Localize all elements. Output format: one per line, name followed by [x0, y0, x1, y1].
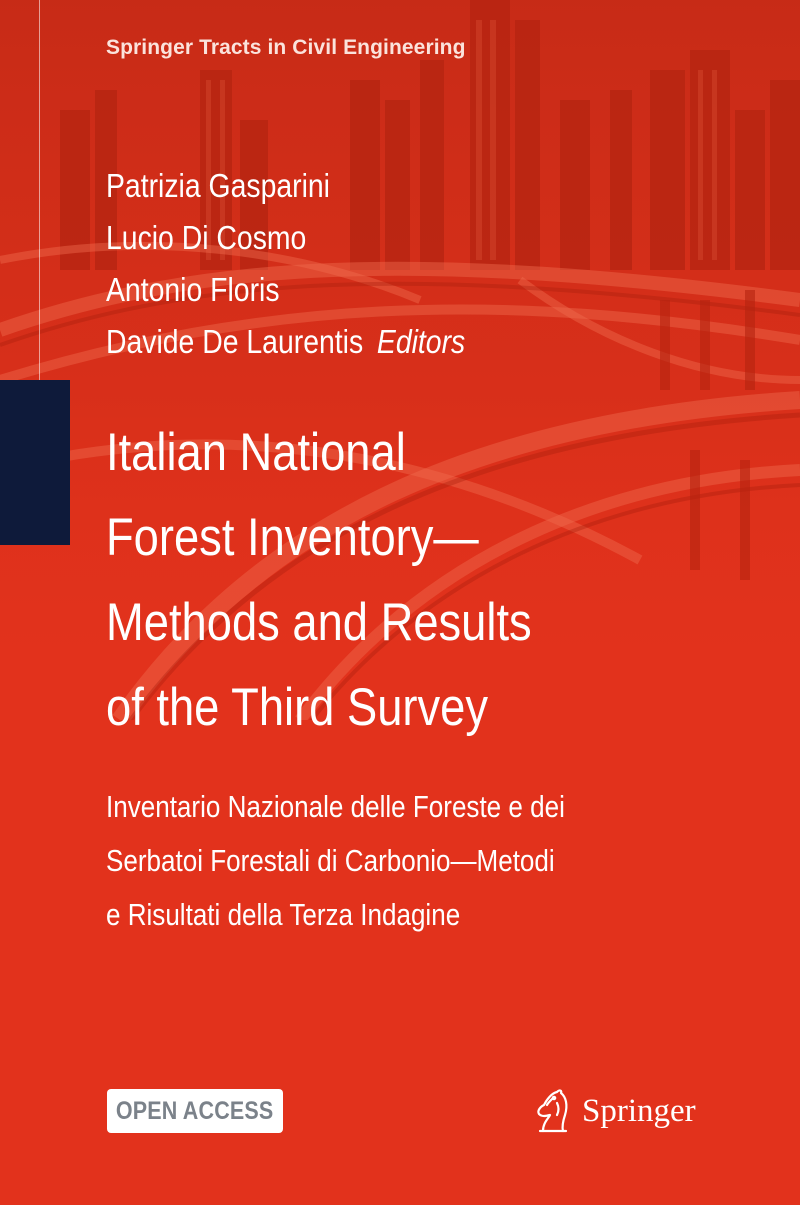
title-line: of the Third Survey [106, 678, 489, 737]
open-access-badge [107, 1089, 283, 1133]
editor-name: Antonio Floris [106, 271, 280, 308]
editor-line [106, 316, 465, 368]
book-subtitle [106, 780, 565, 942]
publisher-name: Springer [582, 1092, 696, 1129]
accent-bar [0, 380, 70, 545]
editor-name: Lucio Di Cosmo [106, 219, 307, 256]
editor-name: Patrizia Gasparini [106, 167, 330, 204]
subtitle-line: Serbatoi Forestali di Carbonio—Metodi [106, 843, 555, 878]
title-line: Methods and Results [106, 593, 532, 652]
chess-knight-icon [530, 1087, 574, 1135]
title-line: Italian National [106, 423, 406, 482]
publisher-logo [530, 1086, 696, 1136]
title-line: Forest Inventory— [106, 508, 479, 567]
book-title [106, 410, 532, 750]
editors-role-label: Editors [376, 323, 466, 360]
editor-name: Davide De Laurentis [106, 323, 364, 360]
subtitle-line: Inventario Nazionale delle Foreste e dei [106, 789, 565, 824]
series-title: Springer Tracts in Civil Engineering [106, 36, 466, 59]
editors-list [106, 160, 465, 368]
open-access-label: OPEN ACCESS [116, 1096, 274, 1125]
series-divider [39, 0, 40, 380]
subtitle-line: e Risultati della Terza Indagine [106, 897, 461, 932]
